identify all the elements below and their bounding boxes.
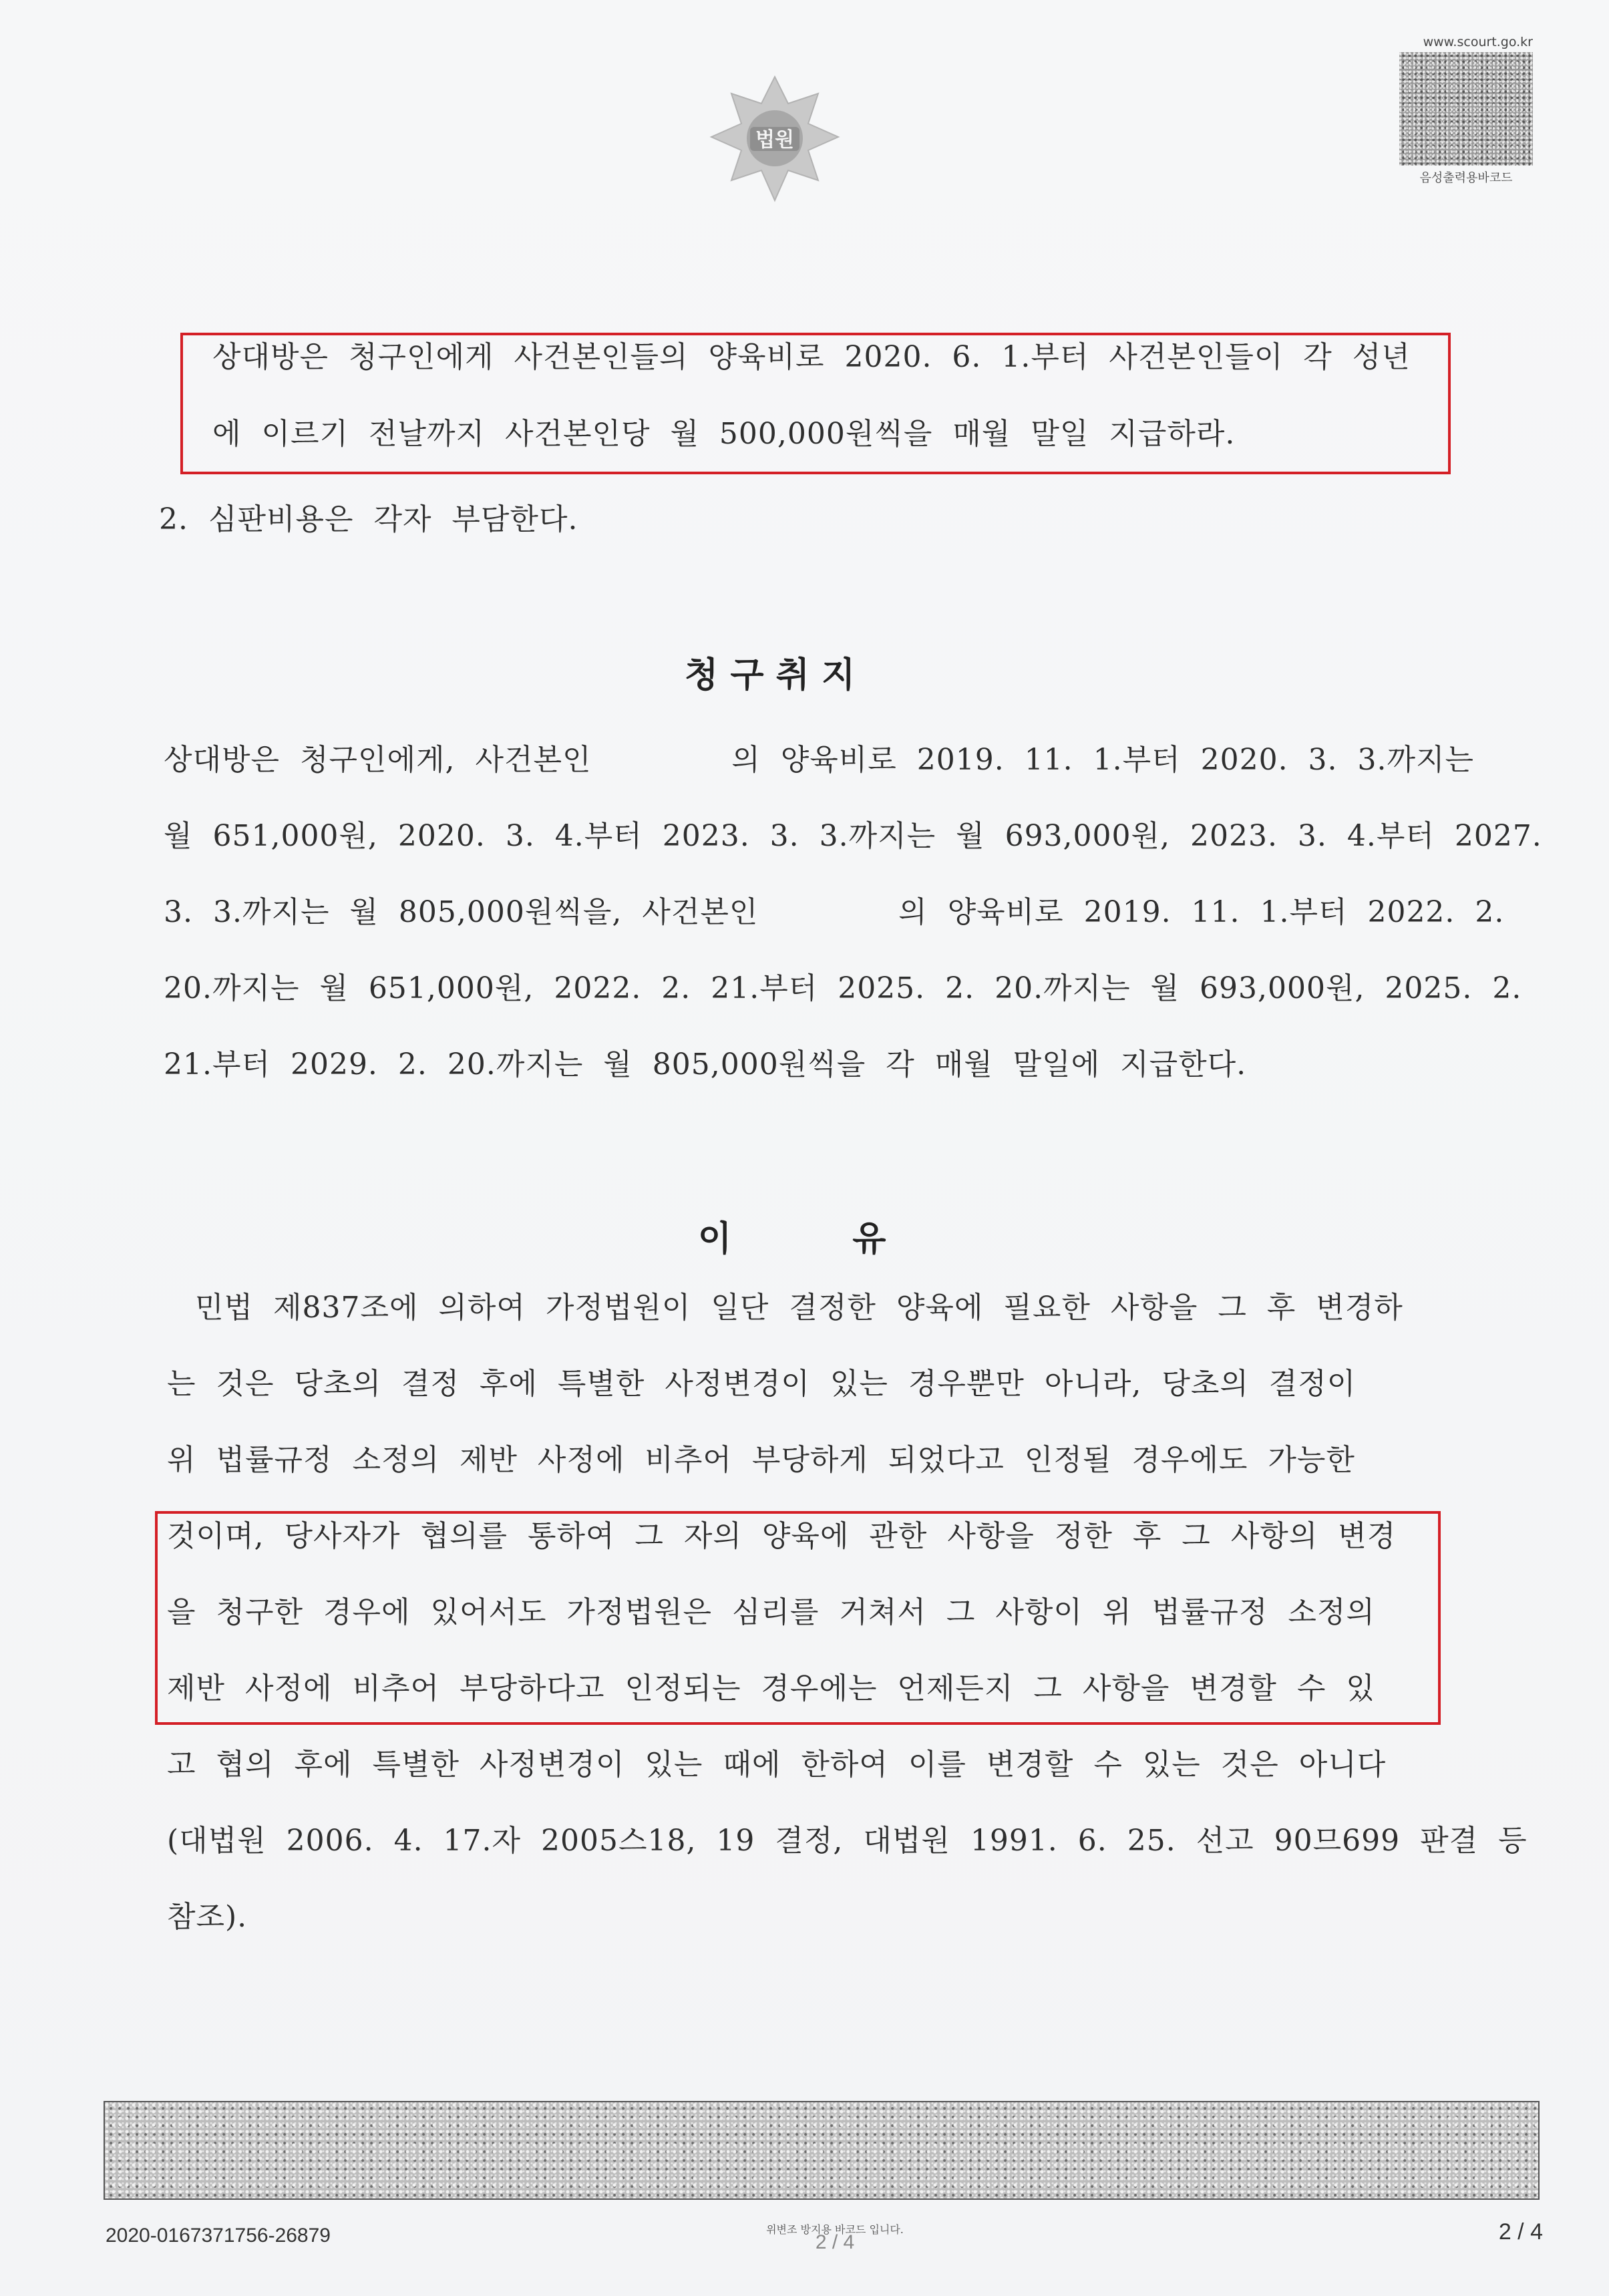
- center-page-number: 2 / 4: [815, 2231, 855, 2253]
- reason-line-6: 제반 사정에 비추어 부당하다고 인정되는 경우에는 언제든지 그 사항을 변경할 수 있: [167, 1671, 1375, 1705]
- claim-line-3: 3. 3.까지는 월 805,000원씩을, 사건본인 의 양육비로 2019. 11. 1.부터 2022. 2.: [164, 895, 1505, 929]
- reason-line-4: 것이며, 당사자가 협의를 통하여 그 자의 양육에 관한 사항을 정한 후 그 사항의 변경: [167, 1519, 1397, 1553]
- order-line-1: 상대방은 청구인에게 사건본인들의 양육비로 2020. 6. 1.부터 사건본인들이 각 성년: [212, 340, 1411, 374]
- court-seal-icon: [698, 63, 852, 217]
- order-line-2: 에 이르기 전날까지 사건본인당 월 500,000원씩을 매월 말일 지급하라.: [212, 417, 1236, 451]
- claim-line-2: 월 651,000원, 2020. 3. 4.부터 2023. 3. 3.까지는 월 693,000원, 2023. 3. 4.부터 2027.: [164, 819, 1542, 853]
- order-item-2: 2. 심판비용은 각자 부담한다.: [159, 502, 578, 536]
- claim-line-1: 상대방은 청구인에게, 사건본인 의 양육비로 2019. 11. 1.부터 2020. 3. 3.까지는: [164, 743, 1474, 777]
- claim-line-5: 21.부터 2029. 2. 20.까지는 월 805,000원씩을 각 매월 말일에 지급한다.: [164, 1047, 1247, 1082]
- reason-line-3: 위 법률규정 소정의 제반 사정에 비추어 부당하게 되었다고 인정될 경우에도 가능한: [167, 1443, 1355, 1477]
- audio-barcode: [1399, 52, 1533, 166]
- reason-heading: 이 유: [698, 1219, 886, 1259]
- claim-line-4: 20.까지는 월 651,000원, 2022. 2. 21.부터 2025. 2. 20.까지는 월 693,000원, 2025. 2.: [164, 971, 1522, 1005]
- site-url: www.scourt.go.kr: [1423, 35, 1533, 49]
- reason-line-1: 민법 제837조에 의하여 가정법원이 일단 결정한 양육에 필요한 사항을 그 후 변경하: [175, 1291, 1403, 1325]
- document-number: 2020-0167371756-26879: [106, 2225, 331, 2247]
- reason-line-8: (대법원 2006. 4. 17.자 2005스18, 19 결정, 대법원 1991. 6. 25. 선고 90므699 판결 등: [167, 1824, 1528, 1858]
- anti-forgery-barcode: [104, 2101, 1540, 2200]
- reason-line-7: 고 협의 후에 특별한 사정변경이 있는 때에 한하여 이를 변경할 수 있는 것은 아니다: [167, 1748, 1387, 1782]
- reason-line-5: 을 청구한 경우에 있어서도 가정법원은 심리를 거쳐서 그 사항이 위 법률규정 소정의: [167, 1595, 1375, 1629]
- barcode-label: 음성출력용바코드: [1419, 171, 1513, 185]
- claim-heading: 청 구 취 지: [685, 655, 856, 695]
- seal-label: 법원: [755, 128, 794, 152]
- reason-line-2: 는 것은 당초의 결정 후에 특별한 사정변경이 있는 경우뿐만 아니라, 당초의 결정이: [167, 1367, 1357, 1401]
- reason-line-9: 참조).: [167, 1900, 248, 1934]
- page-number: 2 / 4: [1498, 2219, 1543, 2245]
- barcode-note: 위변조 방지용 바코드 입니다.: [766, 2223, 904, 2236]
